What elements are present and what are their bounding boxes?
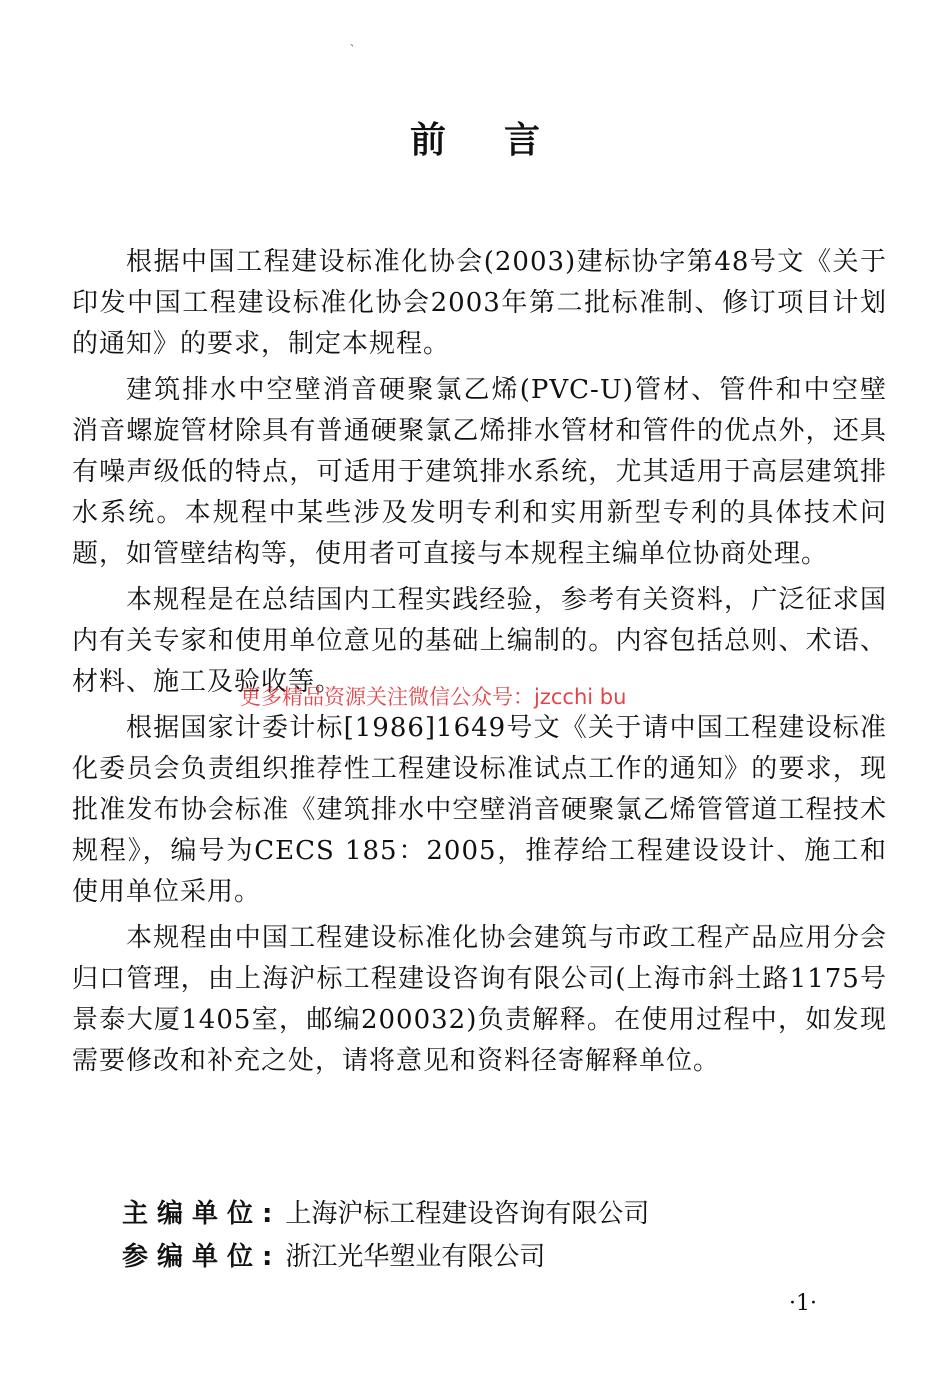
credit-value-chief: 上海沪标工程建设咨询有限公司 [285,1199,650,1229]
credits [122,1193,649,1279]
paragraph-4: 根据国家计委计标[1986]1649号文《关于请中国工程建设标准化委员会负责组织推荐性工程建设标准试点工作的通知》的要求，现批准发布协会标准《建筑排水中空壁消音硬聚氯乙烯管管道工程技术规程》，编号为CECS 185：2005，推荐给工程建设设计、施工和使用单位采用。 [72,713,887,907]
credit-row-chief [122,1193,649,1236]
page-number: ·1· [789,1291,817,1316]
paragraph-1: 根据中国工程建设标准化协会(2003)建标协字第48号文《关于印发中国工程建设标准化协会2003年第二批标准制、修订项目计划的通知》的要求，制定本规程。 [72,247,887,359]
scan-mark: 、 [350,38,360,49]
paragraph-3: 本规程是在总结国内工程实践经验，参考有关资料，广泛征求国内有关专家和使用单位意见的基础上编制的。内容包括总则、术语、材料、施工及验收等。 [72,585,887,697]
watermark-text: 更多精品资源关注微信公众号：jzcchi bu [240,685,627,709]
credit-label-chief: 主编单位: [122,1199,282,1229]
credit-label-participant: 参编单位: [122,1242,282,1272]
credit-row-participant [122,1236,649,1279]
paragraph-2: 建筑排水中空壁消音硬聚氯乙烯(PVC-U)管材、管件和中空壁消音螺旋管材除具有普通硬聚氯乙烯排水管材和管件的优点外，还具有噪声级低的特点，可适用于建筑排水系统，尤其适用于高层建筑排水系统。本规程中某些涉及发明专利和实用新型专利的具体技术问题，如管壁结构等，使用者可直接与本规程主编单位协商处理。 [72,375,887,569]
body-text [72,242,887,1087]
credit-value-participant: 浙江光华塑业有限公司 [285,1242,546,1272]
page-title: 前言 [409,119,598,161]
paragraph-5: 本规程由中国工程建设标准化协会建筑与市政工程产品应用分会归口管理，由上海沪标工程建设咨询有限公司(上海市斜土路1175号景泰大厦1405室，邮编200032)负责解释。在使用过程中，如发现需要修改和补充之处，请将意见和资料径寄解释单位。 [72,923,887,1076]
